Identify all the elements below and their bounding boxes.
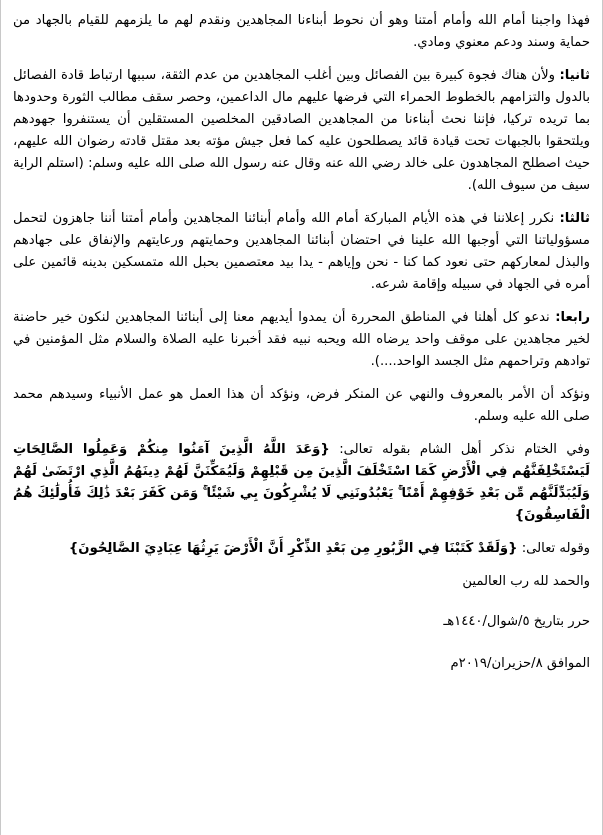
point-third xyxy=(13,208,590,296)
closing-block xyxy=(13,571,590,675)
date-hijri: حرر بتاريخ ٥/شوال/١٤٤٠هـ xyxy=(443,614,590,629)
intro-paragraph xyxy=(13,10,590,54)
point-third-label: ثالثا: xyxy=(559,211,590,226)
intro-text: فهذا واجبنا أمام الله وأمام أمتنا وهو أن نحوط أبناءنا المجاهدين ونقدم لهم ما يلزمهم للقيام بالجهاد من حماية وسند ودعم معنوي ومادي. xyxy=(13,13,590,50)
point-second-label: ثانيا: xyxy=(559,68,590,83)
second-verse-paragraph xyxy=(13,538,590,560)
praise-line: والحمد لله رب العالمين xyxy=(462,574,590,589)
point-fourth xyxy=(13,307,590,373)
point-second xyxy=(13,65,590,197)
conclusion-intro: وفي الختام نذكر أهل الشام بقوله تعالى: xyxy=(339,442,590,457)
date-gregorian: الموافق ٨/حزيران/٢٠١٩م xyxy=(450,656,590,671)
conclusion-paragraph xyxy=(13,439,590,527)
point-second-text: ولأن هناك فجوة كبيرة بين الفصائل وبين أغلب المجاهدين من عدم الثقة، سببها ارتباط قادة الفصائل بالدول والتزامهم بالخطوط الحمراء التي فرضها عليهم مال الداعمين، وحصر سقف مطالب الثورة وحدودها بما تريده تركيا، فإننا نحث أبناءنا من المجاهدين الصادقين المخلصين المستقلين أن يستنفروا جهودهم ويلتحقوا بالجبهات تحت قيادة قائد يصطلحون عليه كما فعل جيش مؤته بعد مقتل قادته رضوان الله عليهم، حيث اصطلح المجاهدون على خالد رضي الله عنه وقال عنه رسول الله صلى الله عليه وسلم: (استلم الراية سيف من سيوف الله). xyxy=(13,68,590,193)
second-verse-intro: وقوله تعالى: xyxy=(521,541,590,556)
enjoin-text: ونؤكد أن الأمر بالمعروف والنهي عن المنكر فرض، ونؤكد أن هذا العمل هو عمل الأنبياء وسيدهم محمد صلى الله عليه وسلم. xyxy=(13,387,590,424)
quran-verse-2: {وَلَقَدْ كَتَبْنَا فِي الزَّبُورِ مِن بَعْدِ الذِّكْرِ أَنَّ الْأَرْضَ يَرِثُهَا عِبَادِيَ الصَّالِحُونَ} xyxy=(68,541,518,556)
statement-body xyxy=(1,0,602,675)
enjoin-paragraph xyxy=(13,384,590,428)
point-third-text: نكرر إعلاننا في هذه الأيام المباركة أمام الله وأمام أبنائنا المجاهدين وأمام أمتنا أننا جاهزون لتحمل مسؤولياتنا التي أوجبها الله علينا في احتضان أبنائنا المجاهدين وحمايتهم ورعايتهم والإنفاق على جهادهم والبذل لمعاركهم حتى نعود كما كنا - نحن وإياهم - يدا بيد معتصمين بحبل الله متمسكين بدينه قائمين على أمره في الجهاد في سبيله وإقامة شرعه. xyxy=(13,211,590,292)
quran-verse-1: {وَعَدَ اللَّهُ الَّذِينَ آمَنُوا مِنكُمْ وَعَمِلُوا الصَّالِحَاتِ لَيَسْتَخْلِفَنَّهُم فِي الْأَرْضِ كَمَا اسْتَخْلَفَ الَّذِينَ مِن قَبْلِهِمْ وَلَيُمَكِّنَنَّ لَهُمْ دِينَهُمُ الَّذِي ارْتَضَىٰ لَهُمْ وَلَيُبَدِّلَنَّهُم مِّن بَعْدِ خَوْفِهِمْ أَمْنًا ۚ يَعْبُدُونَنِي لَا يُشْرِكُونَ بِي شَيْئًا ۚ وَمَن كَفَرَ بَعْدَ ذَٰلِكَ فَأُولَٰئِكَ هُمُ الْفَاسِقُونَ} xyxy=(13,442,590,523)
point-fourth-label: رابعا: xyxy=(555,310,590,325)
point-fourth-text: ندعو كل أهلنا في المناطق المحررة أن يمدوا أيديهم معنا إلى أبنائنا المجاهدين لنكون خير حاضنة لخير مجاهدين على موقف واحد يرضاه الله ويحبه نبيه فقد أخبرنا عليه الصلاة والسلام مثل المؤمنين في توادهم وتراحمهم مثل الجسد الواحد....). xyxy=(13,310,590,369)
